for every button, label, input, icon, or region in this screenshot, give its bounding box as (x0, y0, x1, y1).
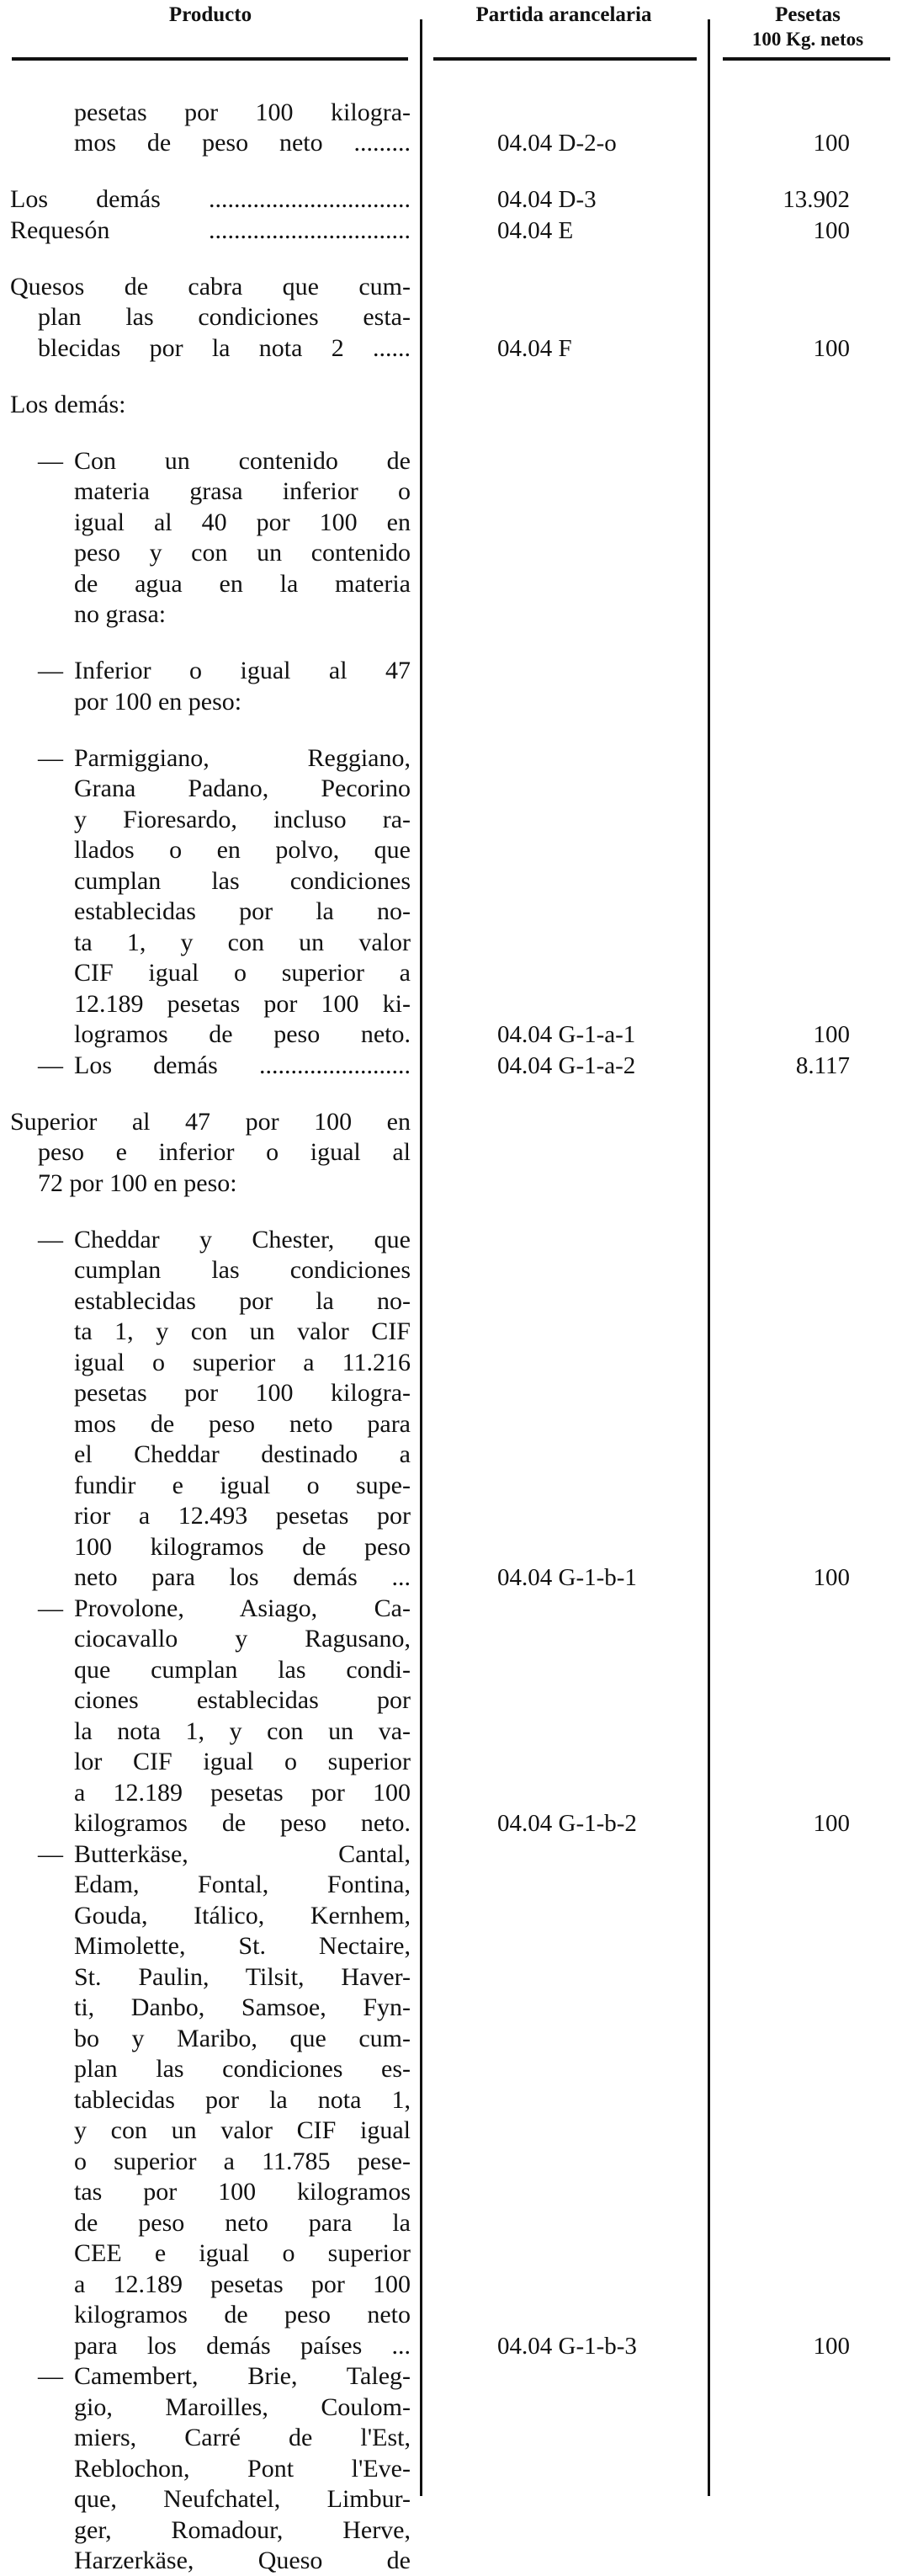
duty-value: 100 (813, 1564, 850, 1592)
duty-value: 13.902 (783, 186, 850, 214)
duty-value: 100 (813, 130, 850, 157)
product-description-line: ti, Danbo, Samsoe, Fyn- (74, 1993, 411, 2022)
tariff-code: 04.04 D-3 (497, 186, 597, 214)
product-description-line: Parmiggiano, Reggiano, (74, 743, 411, 772)
product-description-line: Camembert, Brie, Taleg- (74, 2362, 411, 2391)
tariff-code: 04.04 F (497, 334, 572, 362)
product-description-line: kilogramos de peso neto (74, 2301, 411, 2329)
tariff-code: 04.04 G-1-b-1 (497, 1564, 637, 1592)
product-description-line: neto para los demás ... (74, 1563, 411, 1592)
product-description-line: la nota 1, y con un va- (74, 1716, 411, 1745)
product-description-line: Superior al 47 por 100 en (10, 1107, 411, 1136)
product-description-line: lor CIF igual o superior (74, 1748, 411, 1776)
duty-value: 100 (813, 216, 850, 244)
product-description-line: para los demás países ... (74, 2331, 411, 2360)
product-description-line: Harzerkäse, Queso de (74, 2547, 411, 2575)
product-description-line: tas por 100 kilogramos (74, 2178, 411, 2206)
header-rule-partida (433, 57, 697, 61)
product-description-line: Gouda, Itálico, Kernhem, (74, 1901, 411, 1929)
product-description-line: Los demás ................................ (10, 185, 411, 214)
tariff-code: 04.04 E (497, 216, 574, 244)
product-description-line: Los demás ........................ (74, 1051, 411, 1079)
duty-value: 100 (813, 334, 850, 362)
product-description-line: gio, Maroilles, Coulom- (74, 2392, 411, 2421)
product-description-line: de peso neto para la (74, 2208, 411, 2237)
product-description-line: Quesos de cabra que cum- (10, 272, 411, 301)
product-description-line: 12.189 pesetas por 100 ki- (74, 989, 411, 1018)
dash-marker: — (38, 1839, 63, 1868)
product-description-line: St. Paulin, Tilsit, Haver- (74, 1962, 411, 1991)
tariff-code: 04.04 G-1-a-2 (497, 1051, 636, 1079)
product-description-line: llados o en polvo, que (74, 836, 411, 865)
product-description-line: o superior a 11.785 pese- (74, 2147, 411, 2175)
product-description-line: 100 kilogramos de peso (74, 1532, 411, 1561)
product-description-line: ta 1, y con un valor (74, 928, 411, 956)
product-description-line: a 12.189 pesetas por 100 (74, 1778, 411, 1807)
product-description-line: que cumplan las condi- (74, 1655, 411, 1684)
product-description-line: el Cheddar destinado a (74, 1440, 411, 1469)
product-description-line: plan las condiciones esta- (38, 303, 411, 332)
dash-marker: — (38, 1225, 63, 1253)
header-pesetas-unit: 100 Kg. netos (751, 29, 864, 50)
product-description-line: Mimolette, St. Nectaire, (74, 1932, 411, 1961)
product-description-line: por 100 en peso: (74, 687, 242, 716)
dash-marker: — (38, 2362, 63, 2391)
product-description-line: y Fioresardo, incluso ra- (74, 805, 411, 833)
product-description-line: peso e inferior o igual al (38, 1138, 411, 1167)
tariff-code: 04.04 G-1-a-1 (497, 1021, 636, 1049)
product-description-line: Los demás: (10, 390, 126, 418)
product-description-line: igual al 40 por 100 en (74, 508, 411, 536)
dash-marker: — (38, 1594, 63, 1622)
product-description-line: que, Neufchatel, Limbur- (74, 2485, 411, 2514)
product-description-line: Provolone, Asiago, Ca- (74, 1594, 411, 1622)
header-partida: Partida arancelaria (475, 3, 652, 26)
tariff-code: 04.04 G-1-b-3 (497, 2332, 637, 2360)
product-description-line: Requesón ................................ (10, 216, 411, 244)
product-description-line: mos de peso neto ......... (74, 129, 411, 157)
duty-value: 100 (813, 2332, 850, 2360)
product-description-line: ciocavallo y Ragusano, (74, 1625, 411, 1653)
product-description-line: ger, Romadour, Herve, (74, 2515, 411, 2544)
product-description-line: Inferior o igual al 47 (74, 657, 411, 685)
product-description-line: 72 por 100 en peso: (38, 1168, 237, 1197)
product-description-line: miers, Carré de l'Est, (74, 2424, 411, 2452)
product-description-line: plan las condiciones es- (74, 2055, 411, 2084)
product-description-line: ta 1, y con un valor CIF (74, 1317, 411, 1346)
duty-value: 8.117 (795, 1051, 850, 1079)
product-description-line: pesetas por 100 kilogra- (74, 98, 411, 126)
product-description-line: establecidas por la no- (74, 1286, 411, 1315)
duty-value: 100 (813, 1021, 850, 1049)
product-description-line: Con un contenido de (74, 446, 411, 475)
product-description-line: materia grasa inferior o (74, 477, 411, 506)
product-description-line: ciones establecidas por (74, 1686, 411, 1715)
product-description-line: CIF igual o superior a (74, 959, 411, 987)
product-description-line: Reblochon, Pont l'Eve- (74, 2454, 411, 2483)
tariff-code: 04.04 D-2-o (497, 130, 617, 157)
product-description-line: pesetas por 100 kilogra- (74, 1379, 411, 1408)
product-description-line: Edam, Fontal, Fontina, (74, 1871, 411, 1899)
dash-marker: — (38, 657, 63, 685)
product-description-line: de agua en la materia (74, 569, 411, 598)
header-product: Producto (168, 3, 252, 26)
product-description-line: CEE e igual o superior (74, 2239, 411, 2268)
dash-marker: — (38, 446, 63, 475)
product-description-line: a 12.189 pesetas por 100 (74, 2270, 411, 2298)
product-description-line: rior a 12.493 pesetas por (74, 1502, 411, 1530)
dash-marker: — (38, 743, 63, 772)
product-description-line: cumplan las condiciones (74, 866, 411, 895)
tariff-code: 04.04 G-1-b-2 (497, 1810, 637, 1838)
product-description-line: y con un valor CIF igual (74, 2116, 411, 2145)
header-rule-product (12, 57, 408, 61)
product-description-line: kilogramos de peso neto. (74, 1809, 411, 1838)
product-description-line: bo y Maribo, que cum- (74, 2024, 411, 2052)
product-description-line: Grana Padano, Pecorino (74, 774, 411, 803)
product-description-line: igual o superior a 11.216 (74, 1348, 411, 1376)
product-description-line: peso y con un contenido (74, 539, 411, 567)
product-description-line: blecidas por la nota 2 ...... (38, 333, 411, 362)
product-description-line: no grasa: (74, 600, 167, 629)
product-description-line: establecidas por la no- (74, 897, 411, 926)
product-description-line: logramos de peso neto. (74, 1020, 411, 1049)
duty-value: 100 (813, 1810, 850, 1838)
product-description-line: mos de peso neto para (74, 1409, 411, 1438)
product-description-line: fundir e igual o supe- (74, 1471, 411, 1499)
product-description-line: cumplan las condiciones (74, 1256, 411, 1285)
header-pesetas: Pesetas (775, 3, 841, 26)
column-divider-1 (420, 19, 422, 2496)
dash-marker: — (38, 1051, 63, 1079)
product-description-line: tablecidas por la nota 1, (74, 2085, 411, 2114)
product-description-line: Butterkäse, Cantal, (74, 1839, 411, 1868)
product-description-line: Cheddar y Chester, que (74, 1225, 411, 1253)
column-divider-2 (708, 19, 710, 2496)
header-rule-pesetas (723, 57, 890, 61)
